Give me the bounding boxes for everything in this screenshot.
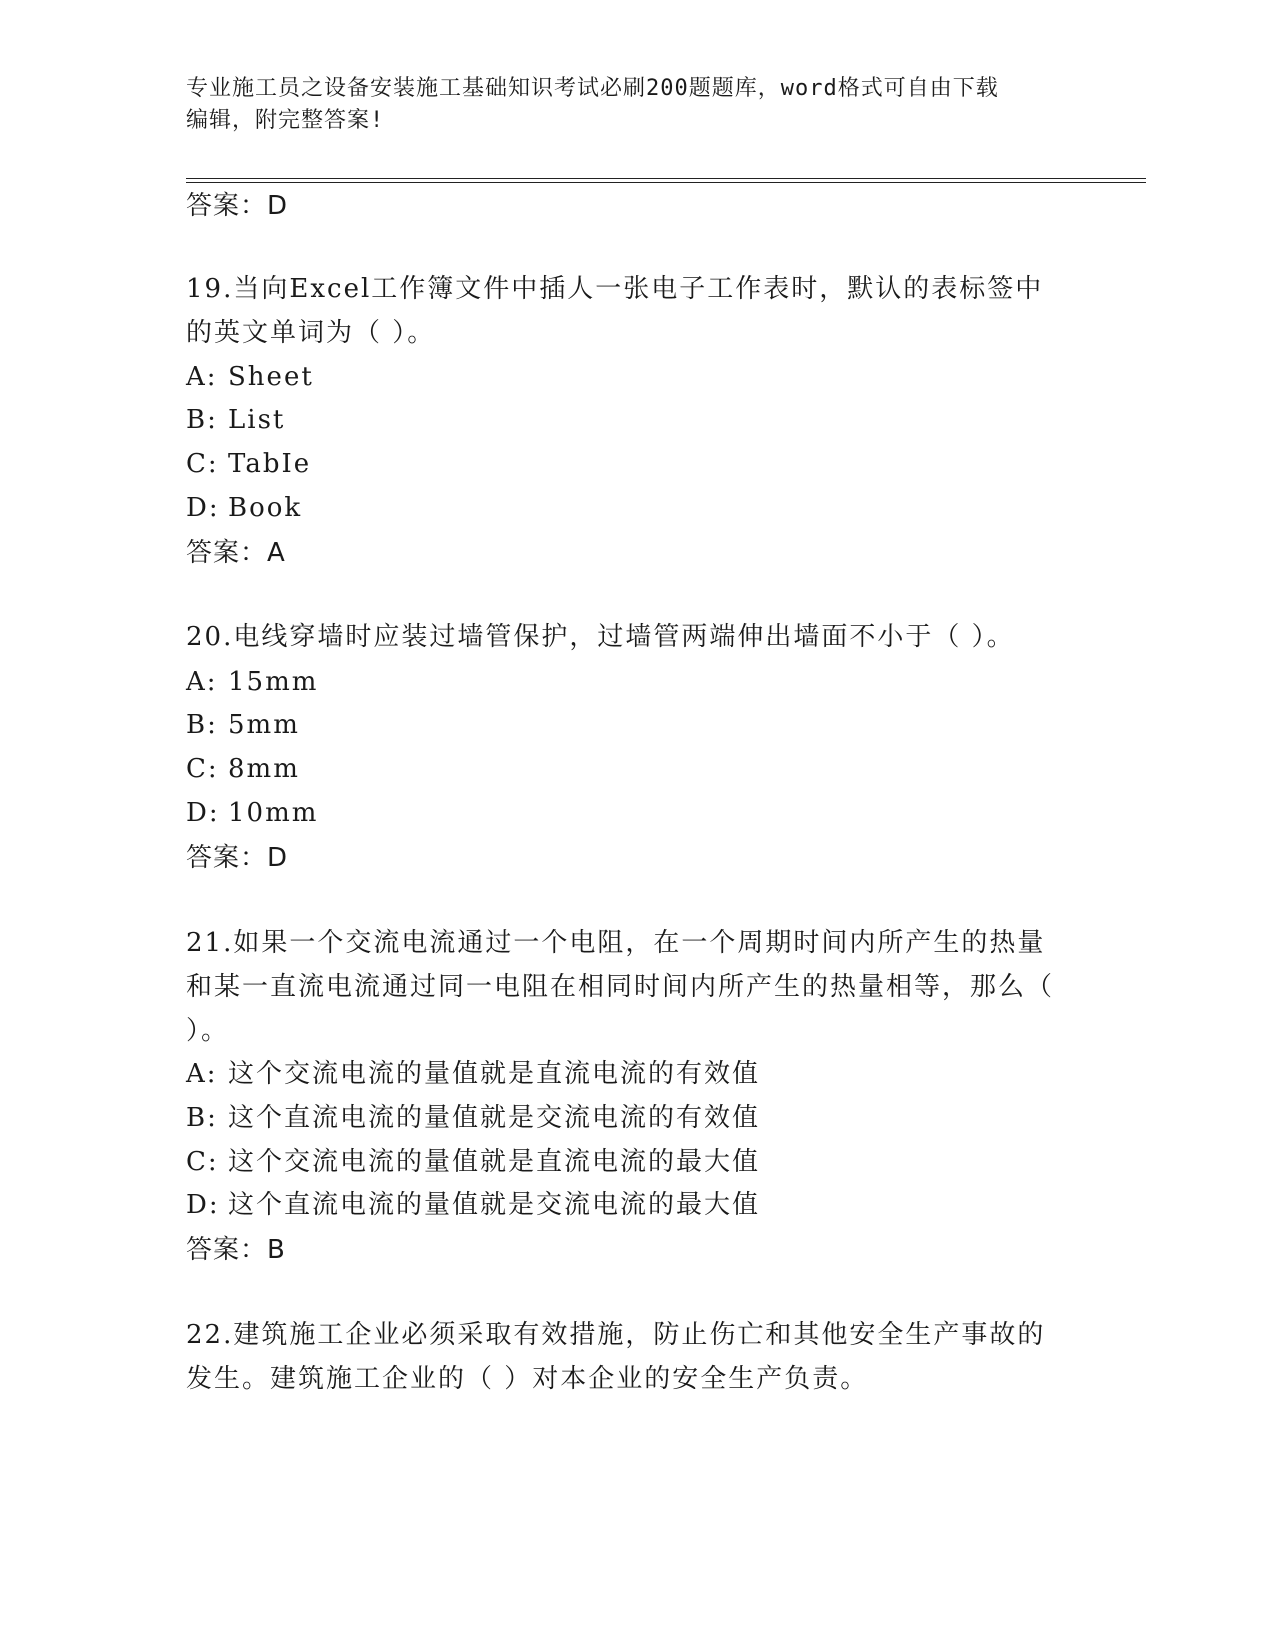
question-20-option-a: A: 15mm (186, 667, 319, 697)
question-20-option-b: B: 5mm (186, 710, 300, 740)
question-22-body: 建筑施工企业必须采取有效措施，防止伤亡和其他安全生产事故的发生。建筑施工企业的（ ）对本企业的安全生产负责。 (186, 1320, 1046, 1394)
question-21-number: 21. (186, 928, 234, 958)
question-22-text (186, 1313, 1066, 1401)
question-19-number: 19. (186, 274, 234, 304)
previous-answer: 答案：D (186, 191, 289, 221)
question-21-option-b: B: 这个直流电流的量值就是交流电流的有效值 (186, 1103, 761, 1133)
question-20-body: 电线穿墙时应装过墙管保护，过墙管两端伸出墙面不小于（ ）。 (233, 622, 1015, 652)
question-21-answer: 答案：B (186, 1235, 286, 1265)
question-22-number: 22. (186, 1320, 234, 1350)
question-21-body: 如果一个交流电流通过一个电阻，在一个周期时间内所产生的热量和某一直流电流通过同一电阻在相同时间内所产生的热量相等，那么（ ）。 (186, 928, 1055, 1046)
question-19-option-d: D: Book (186, 493, 303, 523)
header-line-2: 编辑，附完整答案! (186, 108, 385, 133)
header-line-1: 专业施工员之设备安装施工基础知识考试必刷200题题库，word格式可自由下载 (186, 76, 999, 101)
question-21-text (186, 921, 1066, 1053)
question-21-option-a: A: 这个交流电流的量值就是直流电流的有效值 (186, 1059, 761, 1089)
question-20-text (186, 615, 1066, 659)
question-19-answer: 答案：A (186, 538, 286, 568)
question-19-option-a: A: Sheet (186, 362, 314, 392)
question-19-body: 当向Excel工作簿文件中插人一张电子工作表时，默认的表标签中的英文单词为（ ）。 (186, 274, 1044, 348)
question-19-text (186, 267, 1066, 355)
question-20-option-d: D: 10mm (186, 798, 319, 828)
question-21-option-c: C: 这个交流电流的量值就是直流电流的最大值 (186, 1147, 761, 1177)
question-19-option-b: B: List (186, 405, 286, 435)
question-21-option-d: D: 这个直流电流的量值就是交流电流的最大值 (186, 1190, 761, 1220)
question-20-number: 20. (186, 622, 234, 652)
question-20-answer: 答案：D (186, 843, 289, 873)
question-20-option-c: C: 8mm (186, 754, 300, 784)
header-divider (186, 178, 1146, 183)
question-19-option-c: C: TabIe (186, 449, 312, 479)
document-header (186, 73, 1086, 137)
